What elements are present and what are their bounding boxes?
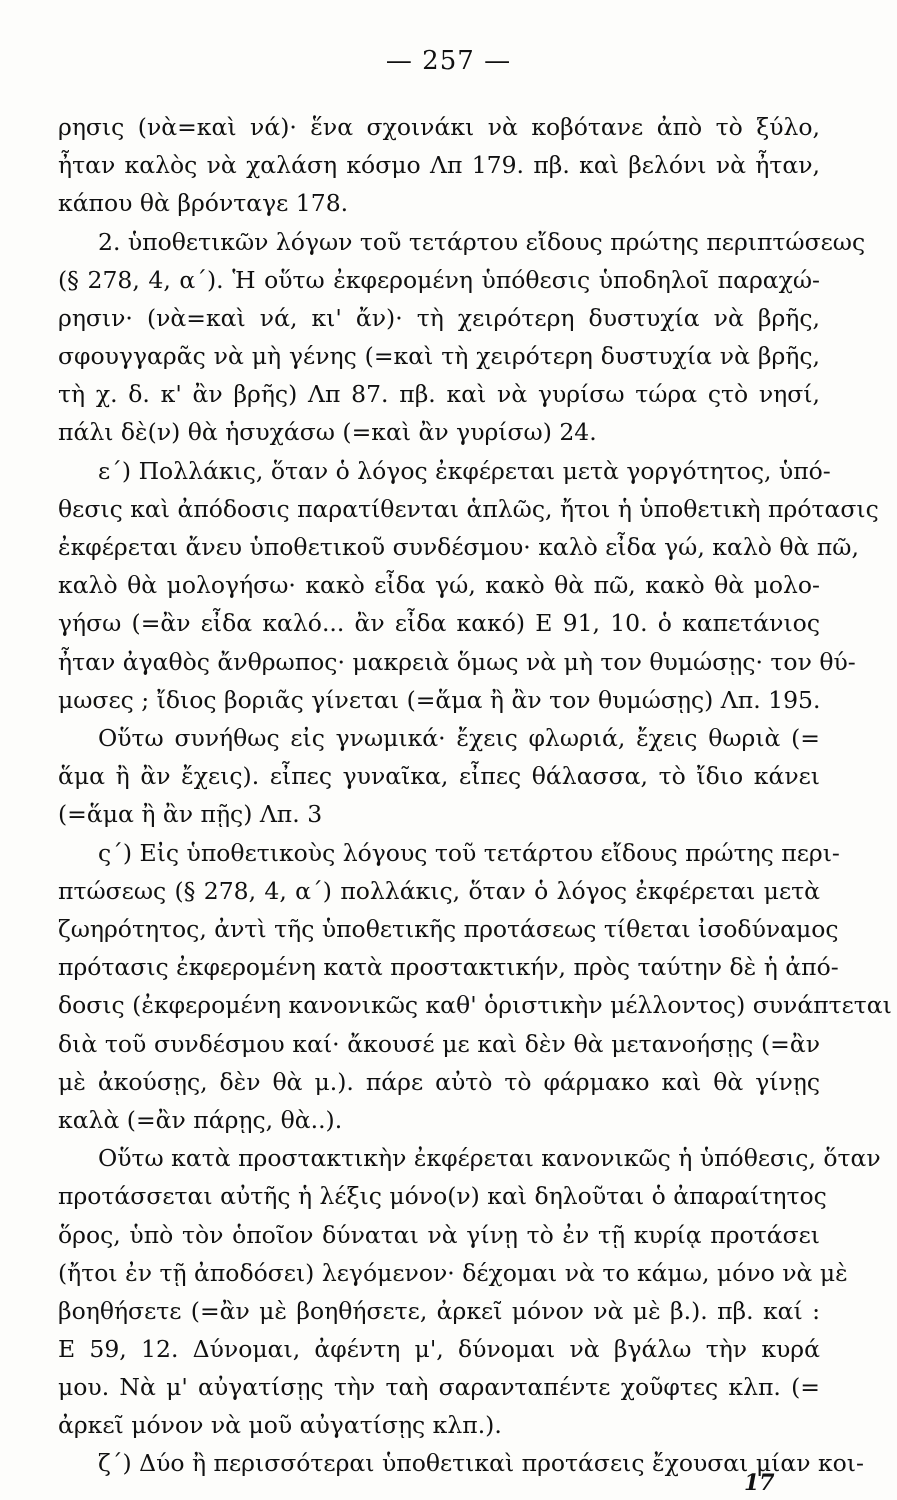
- text-line: ἐκφέρεται ἄνευ ὑποθετικοῦ συνδέσμου· καλὸ εἶδα γώ, καλὸ θὰ πῶ,: [58, 533, 859, 561]
- text-line: ε΄) Πολλάκις, ὅταν ὁ λόγος ἐκφέρεται μετὰ γοργότητος, ὑπό-: [98, 457, 831, 485]
- text-line: ὅρος, ὑπὸ τὸν ὁποῖον δύναται νὰ γίνῃ τὸ ἐν τῇ κυρίᾳ προτάσει: [58, 1221, 820, 1249]
- text-line: 2. ὑποθετικῶν λόγων τοῦ τετάρτου εἴδους πρώτης περιπτώσεως: [98, 228, 866, 256]
- text-line: Οὕτω συνήθως εἰς γνωμικά· ἔχεις φλωριά, ἔχεις θωριὰ (=: [98, 724, 820, 752]
- text-line: μὲ ἀκούσῃς, δὲν θὰ μ.). πάρε αὐτὸ τὸ φάρμακο καὶ θὰ γίνῃς: [58, 1068, 820, 1096]
- text-line: καλὰ (=ἂν πάρῃς, θὰ..).: [58, 1106, 343, 1134]
- text-line: δοσις (ἐκφερομένη κανονικῶς καθ' ὁριστικὴν μέλλοντος) συνάπτεται: [58, 991, 892, 1019]
- text-line: πάλι δὲ(ν) θὰ ἡσυχάσω (=καὶ ἂν γυρίσω) 24.: [58, 418, 597, 446]
- text-line: (ἤτοι ἐν τῇ ἀποδόσει) λεγόμενον· δέχομαι νὰ το κάμω, μόνο νὰ μὲ: [58, 1259, 848, 1287]
- text-line: διὰ τοῦ συνδέσμου καί· ἄκουσέ με καὶ δὲν θὰ μετανοήσῃς (=ἂν: [58, 1030, 820, 1058]
- text-line: πρότασις ἐκφερομένη κατὰ προστακτικήν, πρὸς ταύτην δὲ ἡ ἀπό-: [58, 953, 839, 981]
- text-line: ς΄) Εἰς ὑποθετικοὺς λόγους τοῦ τετάρτου εἴδους πρώτης περι-: [98, 839, 840, 867]
- page-number: — 257 —: [385, 46, 512, 76]
- text-line: ἦταν καλὸς νὰ χαλάση κόσμο Λπ 179. πβ. καὶ βελόνι νὰ ἦταν,: [58, 151, 820, 179]
- text-line: Ε 59, 12. Δύνομαι, ἀφέντη μ', δύνομαι νὰ βγάλω τὴν κυρά: [58, 1335, 820, 1363]
- text-line: καλὸ θὰ μολογήσω· κακὸ εἶδα γώ, κακὸ θὰ πῶ, κακὸ θὰ μολο-: [58, 571, 820, 599]
- text-line: θεσις καὶ ἀπόδοσις παρατίθενται ἁπλῶς, ἤτοι ἡ ὑποθετικὴ πρότασις: [58, 495, 879, 523]
- text-line: (=ἅμα ἢ ἂν πῇς) Λπ. 3: [58, 800, 323, 828]
- text-line: μωσες ; ἴδιος βοριᾶς γίνεται (=ἅμα ἢ ἂν τον θυμώσῃς) Λπ. 195.: [58, 686, 821, 714]
- text-line: βοηθήσετε (=ἂν μὲ βοηθήσετε, ἀρκεῖ μόνον νὰ μὲ β.). πβ. καί :: [58, 1297, 820, 1325]
- text-line: (§ 278, 4, α΄). Ἡ οὕτω ἐκφερομένη ὑπόθεσις ὑποδηλοῖ παραχώ-: [58, 266, 820, 294]
- text-line: μου. Νὰ μ' αὐγατίσῃς τὴν ταὴ σαρανταπέντε χοῦφτες κλπ. (=: [58, 1373, 820, 1401]
- text-line: ζωηρότητος, ἀντὶ τῆς ὑποθετικῆς προτάσεως τίθεται ἰσοδύναμος: [58, 915, 839, 943]
- text-line: κάπου θὰ βρόνταγε 178.: [58, 189, 349, 217]
- text-line: γήσω (=ἂν εἶδα καλό... ἂν εἶδα κακό) Ε 91, 10. ὁ καπετάνιος: [58, 609, 820, 637]
- signature-mark: 17: [744, 1470, 775, 1496]
- text-line: προτάσσεται αὐτῆς ἡ λέξις μόνο(ν) καὶ δηλοῦται ὁ ἀπαραίτητος: [58, 1182, 827, 1210]
- text-line: ρησις (νὰ=καὶ νά)· ἕνα σχοινάκι νὰ κοβότανε ἀπὸ τὸ ξύλο,: [58, 113, 820, 141]
- text-line: ρησιν· (νὰ=καὶ νά, κι' ἄν)· τὴ χειρότερη δυστυχία νὰ βρῆς,: [58, 304, 820, 332]
- text-line: πτώσεως (§ 278, 4, α΄) πολλάκις, ὅταν ὁ λόγος ἐκφέρεται μετὰ: [58, 877, 820, 905]
- text-line: τὴ χ. δ. κ' ἂν βρῆς) Λπ 87. πβ. καὶ νὰ γυρίσω τώρα ςτὸ νησί,: [58, 380, 820, 408]
- text-line: ζ΄) Δύο ἢ περισσότεραι ὑποθετικαὶ προτάσεις ἔχουσαι μίαν κοι-: [98, 1449, 864, 1477]
- text-line: ἀρκεῖ μόνον νὰ μοῦ αὐγατίσῃς κλπ.).: [58, 1411, 502, 1439]
- text-line: Οὕτω κατὰ προστακτικὴν ἐκφέρεται κανονικῶς ἡ ὑπόθεσις, ὅταν: [98, 1144, 881, 1172]
- text-line: σφουγγαρᾶς νὰ μὴ γένης (=καὶ τὴ χειρότερη δυστυχία νὰ βρῆς,: [58, 342, 820, 370]
- text-line: ἅμα ἢ ἂν ἔχεις). εἶπες γυναῖκα, εἶπες θάλασσα, τὸ ἴδιο κάνει: [58, 762, 820, 790]
- text-line: ἦταν ἀγαθὸς ἄνθρωπος· μακρειὰ ὅμως νὰ μὴ τον θυμώσῃς· τον θύ-: [58, 648, 856, 676]
